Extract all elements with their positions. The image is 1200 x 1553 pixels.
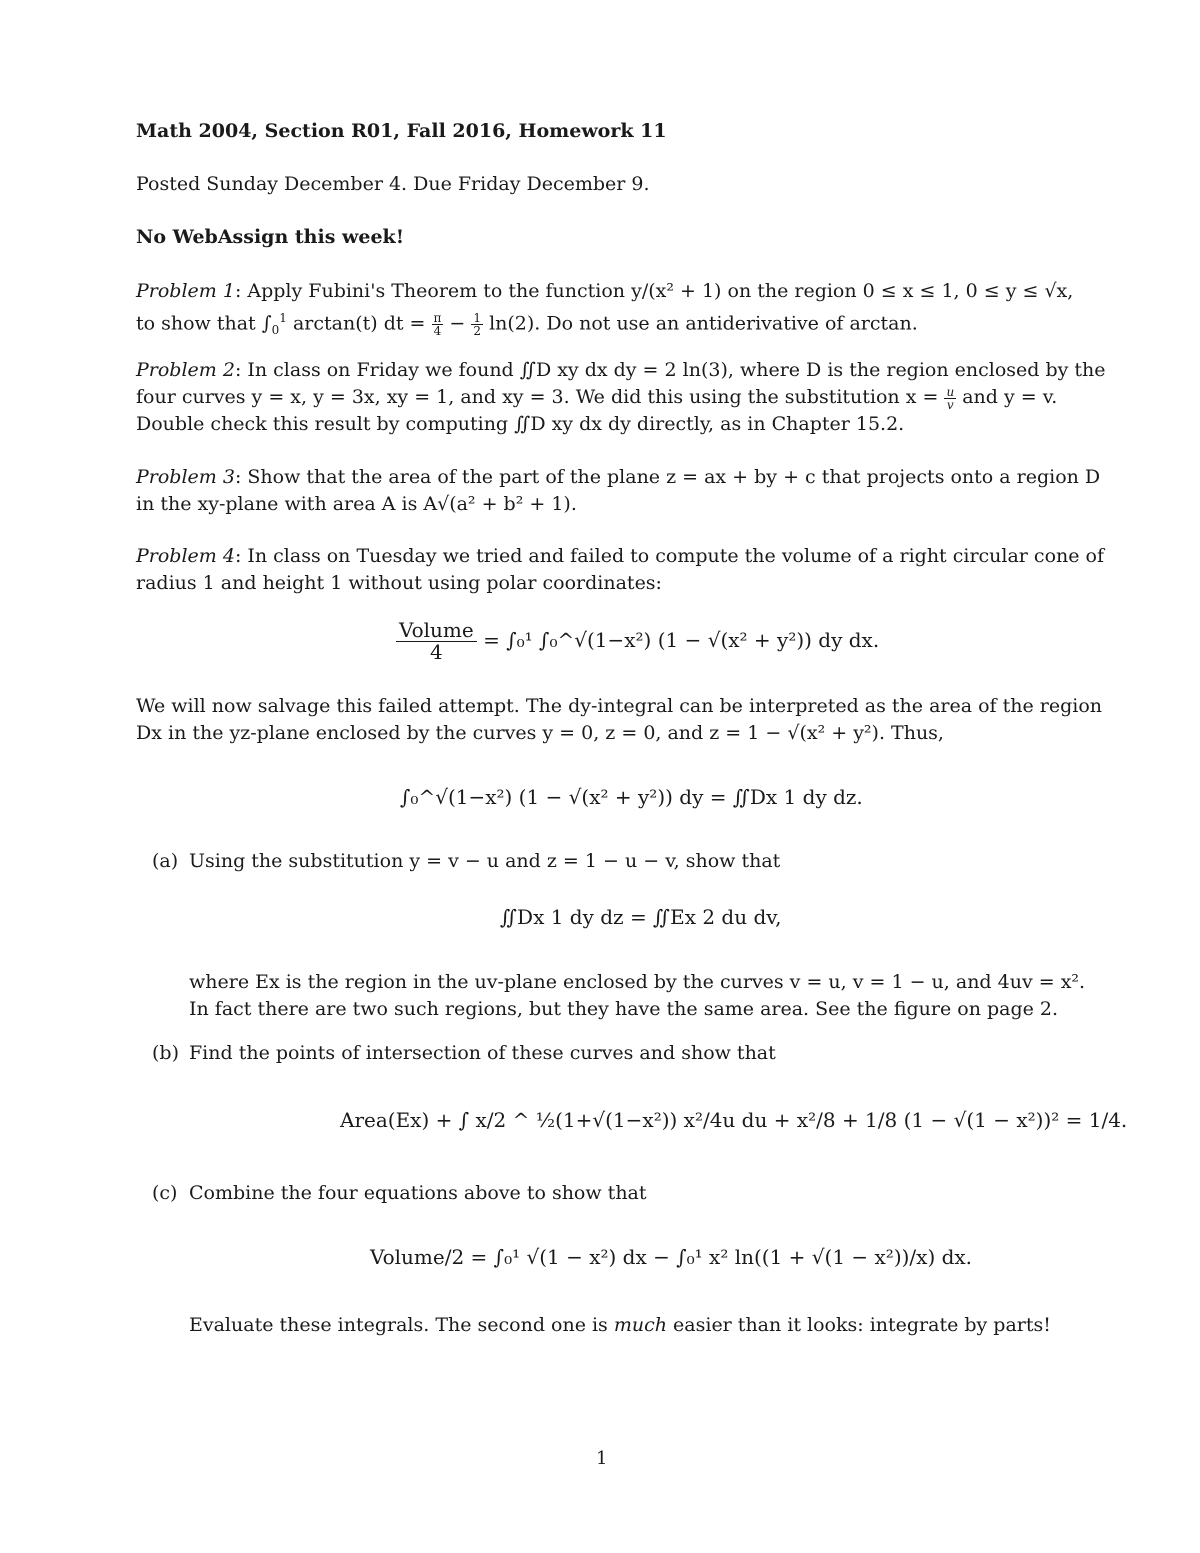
part-b-label: (b) xyxy=(152,1042,179,1064)
part-a-after-2: In fact there are two such regions, but they have the same area. See the figure on page 2. xyxy=(189,998,1059,1020)
final-text-a: Evaluate these integrals. The second one is xyxy=(189,1314,614,1336)
page-number: 1 xyxy=(596,1448,608,1469)
problem-4-line-1 xyxy=(136,543,1105,569)
equation-volume-over-4 xyxy=(396,620,879,663)
problem-4-para-2: Dx in the yz-plane enclosed by the curves y = 0, z = 0, and z = 1 − √(x² + y²). Thus, xyxy=(136,722,944,744)
part-c-label: (c) xyxy=(152,1182,178,1204)
problem-3-text: : Show that the area of the part of the plane z = ax + by + c that projects onto a region D xyxy=(234,466,1101,488)
equation-1-body: = ∫₀¹ ∫₀^√(1−x²) (1 − √(x² + y²)) dy dx. xyxy=(483,628,880,652)
final-instruction xyxy=(189,1312,1051,1338)
equation-substitution: ∬Dx 1 dy dz = ∬Ex 2 du dv, xyxy=(500,905,782,929)
notice-line: No WebAssign this week! xyxy=(136,226,405,248)
problem-2-text: : In class on Friday we found ∬D xy dx dy = 2 ln(3), where D is the region enclosed by the xyxy=(234,359,1106,381)
problem-2-line-2 xyxy=(136,384,1086,411)
problem-4-para-1: We will now salvage this failed attempt. The dy-integral can be interpreted as the area of the region xyxy=(136,695,1103,717)
posted-line: Posted Sunday December 4. Due Friday December 9. xyxy=(136,173,650,195)
problem-2-text-a: four curves y = x, y = 3x, xy = 1, and xy = 3. We did this using the substitution x = xyxy=(136,386,945,408)
problem-2-line-3: Double check this result by computing ∬D xy dx dy directly, as in Chapter 15.2. xyxy=(136,413,905,435)
u-over-v: $\frac{u}{v}$ xyxy=(946,384,955,412)
part-a-after-1: where Ex is the region in the uv-plane enclosed by the curves v = u, v = 1 − u, and 4uv = x². xyxy=(189,971,1086,993)
problem-4-line-2: radius 1 and height 1 without using polar coordinates: xyxy=(136,572,662,594)
one-half: $\frac{1}{2}$ xyxy=(473,310,482,338)
problem-3-line-2: in the xy-plane with area A is A√(a² + b² + 1). xyxy=(136,493,577,515)
part-a-label: (a) xyxy=(152,850,179,872)
page-title: Math 2004, Section R01, Fall 2016, Homework 11 xyxy=(136,120,667,142)
problem-3-label: Problem 3 xyxy=(136,466,235,488)
part-b-text: Find the points of intersection of these curves and show that xyxy=(189,1042,776,1064)
problem-2-line-1 xyxy=(136,357,1106,383)
problem-1-label: Problem 1 xyxy=(136,280,235,302)
volume-fraction: $\frac{\text{Volume}}{4}$ xyxy=(396,620,477,663)
problem-1-line-2: to show that $\int_0^1$ arctan(t) dt = $\frac{\pi}{4}$ − $\frac{1}{2}$ ln(2). Do not use an antiderivative of arctan. xyxy=(136,310,918,338)
problem-1-text: : Apply Fubini's Theorem to the function y/(x² + 1) on the region 0 ≤ x ≤ 1, 0 ≤ y ≤ √x, xyxy=(234,280,1074,302)
final-emphasis: much xyxy=(613,1314,667,1336)
problem-3-line-1 xyxy=(136,464,1101,490)
problem-1-text-b: arctan(t) dt = xyxy=(286,312,432,335)
problem-4-text: : In class on Tuesday we tried and failed to compute the volume of a right circular cone of xyxy=(234,545,1105,567)
pi-over-four: $\frac{\pi}{4}$ xyxy=(433,310,442,338)
problem-1-text-a: to show that ∫ xyxy=(136,312,272,335)
problem-1-line-1 xyxy=(136,278,1086,304)
problem-4-label: Problem 4 xyxy=(136,545,235,567)
equation-dy-integral: ∫₀^√(1−x²) (1 − √(x² + y²)) dy = ∬Dx 1 dy dz. xyxy=(400,785,863,809)
problem-1-text-c: ln(2). Do not use an antiderivative of arctan. xyxy=(483,312,918,335)
final-text-b: easier than it looks: integrate by parts! xyxy=(667,1314,1051,1336)
equation-area-ex: Area(Ex) + ∫ x/2 ^ ½(1+√(1−x²)) x²/4u du + x²/8 + 1/8 (1 − √(1 − x²))² = 1/4. xyxy=(340,1108,1128,1132)
problem-2-text-b: and y = v. xyxy=(956,386,1058,408)
part-c-text: Combine the four equations above to show that xyxy=(189,1182,647,1204)
problem-2-label: Problem 2 xyxy=(136,359,235,381)
equation-volume-over-2: Volume/2 = ∫₀¹ √(1 − x²) dx − ∫₀¹ x² ln((1 + √(1 − x²))/x) dx. xyxy=(370,1245,973,1269)
part-a-text: Using the substitution y = v − u and z = 1 − u − v, show that xyxy=(189,850,781,872)
